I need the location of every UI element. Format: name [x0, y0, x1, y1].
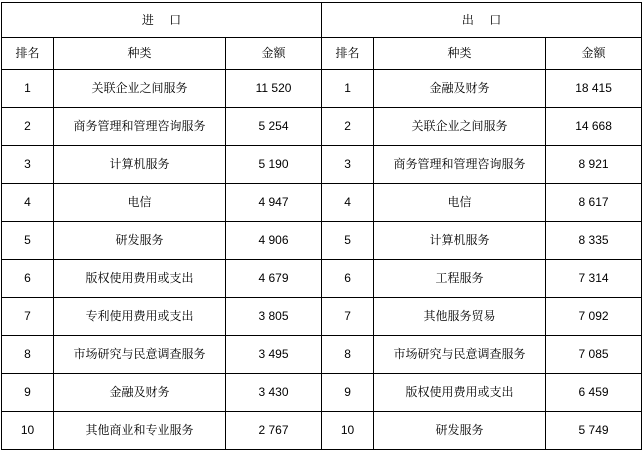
cell-import-kind: 金融及财务: [54, 374, 226, 412]
cell-import-rank: 8: [2, 336, 54, 374]
cell-export-rank: 8: [322, 336, 374, 374]
cell-export-kind: 电信: [374, 184, 546, 222]
column-header-row: [2, 38, 642, 70]
table-body: [2, 70, 642, 450]
table-row: [2, 260, 642, 298]
column-header-export-amount: 金额: [546, 38, 642, 70]
cell-import-rank: 5: [2, 222, 54, 260]
cell-import-amount: 5 254: [226, 108, 322, 146]
table-header: [2, 3, 642, 70]
cell-import-amount: 4 947: [226, 184, 322, 222]
cell-export-rank: 4: [322, 184, 374, 222]
cell-export-amount: 7 085: [546, 336, 642, 374]
column-header-export-kind: 种类: [374, 38, 546, 70]
cell-export-amount: 6 459: [546, 374, 642, 412]
cell-export-amount: 8 921: [546, 146, 642, 184]
cell-import-rank: 1: [2, 70, 54, 108]
cell-import-amount: 11 520: [226, 70, 322, 108]
cell-export-kind: 金融及财务: [374, 70, 546, 108]
cell-export-amount: 5 749: [546, 412, 642, 450]
column-header-import-kind: 种类: [54, 38, 226, 70]
cell-export-rank: 6: [322, 260, 374, 298]
cell-export-kind: 其他服务贸易: [374, 298, 546, 336]
cell-import-amount: 3 805: [226, 298, 322, 336]
cell-import-rank: 3: [2, 146, 54, 184]
cell-import-rank: 4: [2, 184, 54, 222]
table-row: [2, 70, 642, 108]
table-row: [2, 374, 642, 412]
table-row: [2, 336, 642, 374]
cell-export-kind: 市场研究与民意调查服务: [374, 336, 546, 374]
cell-import-amount: 3 495: [226, 336, 322, 374]
cell-export-amount: 14 668: [546, 108, 642, 146]
cell-import-amount: 2 767: [226, 412, 322, 450]
group-header-import: 进 口: [2, 3, 322, 38]
table-row: [2, 184, 642, 222]
cell-export-amount: 7 314: [546, 260, 642, 298]
cell-export-amount: 18 415: [546, 70, 642, 108]
cell-export-kind: 研发服务: [374, 412, 546, 450]
column-header-import-amount: 金额: [226, 38, 322, 70]
cell-import-kind: 关联企业之间服务: [54, 70, 226, 108]
cell-import-kind: 研发服务: [54, 222, 226, 260]
cell-import-kind: 版权使用费用或支出: [54, 260, 226, 298]
cell-export-rank: 7: [322, 298, 374, 336]
statistics-table: [1, 2, 642, 450]
cell-export-rank: 3: [322, 146, 374, 184]
cell-export-rank: 2: [322, 108, 374, 146]
cell-export-kind: 工程服务: [374, 260, 546, 298]
cell-import-rank: 7: [2, 298, 54, 336]
table-row: [2, 412, 642, 450]
cell-export-rank: 5: [322, 222, 374, 260]
cell-import-amount: 4 679: [226, 260, 322, 298]
cell-export-kind: 版权使用费用或支出: [374, 374, 546, 412]
table-row: [2, 298, 642, 336]
cell-import-amount: 3 430: [226, 374, 322, 412]
cell-export-kind: 计算机服务: [374, 222, 546, 260]
cell-import-kind: 专利使用费用或支出: [54, 298, 226, 336]
cell-export-rank: 9: [322, 374, 374, 412]
cell-export-amount: 7 092: [546, 298, 642, 336]
group-header-row: [2, 3, 642, 38]
cell-import-rank: 9: [2, 374, 54, 412]
group-header-export: 出 口: [322, 3, 642, 38]
cell-import-kind: 计算机服务: [54, 146, 226, 184]
cell-import-rank: 10: [2, 412, 54, 450]
cell-export-rank: 1: [322, 70, 374, 108]
table-row: [2, 108, 642, 146]
cell-import-kind: 其他商业和专业服务: [54, 412, 226, 450]
cell-export-amount: 8 335: [546, 222, 642, 260]
table-row: [2, 222, 642, 260]
cell-import-rank: 2: [2, 108, 54, 146]
cell-import-kind: 商务管理和管理咨询服务: [54, 108, 226, 146]
cell-import-rank: 6: [2, 260, 54, 298]
cell-export-kind: 关联企业之间服务: [374, 108, 546, 146]
column-header-export-rank: 排名: [322, 38, 374, 70]
table-row: [2, 146, 642, 184]
cell-export-amount: 8 617: [546, 184, 642, 222]
cell-export-rank: 10: [322, 412, 374, 450]
cell-import-kind: 电信: [54, 184, 226, 222]
cell-export-kind: 商务管理和管理咨询服务: [374, 146, 546, 184]
cell-import-amount: 5 190: [226, 146, 322, 184]
cell-import-amount: 4 906: [226, 222, 322, 260]
cell-import-kind: 市场研究与民意调查服务: [54, 336, 226, 374]
column-header-import-rank: 排名: [2, 38, 54, 70]
document-page: [0, 2, 642, 476]
